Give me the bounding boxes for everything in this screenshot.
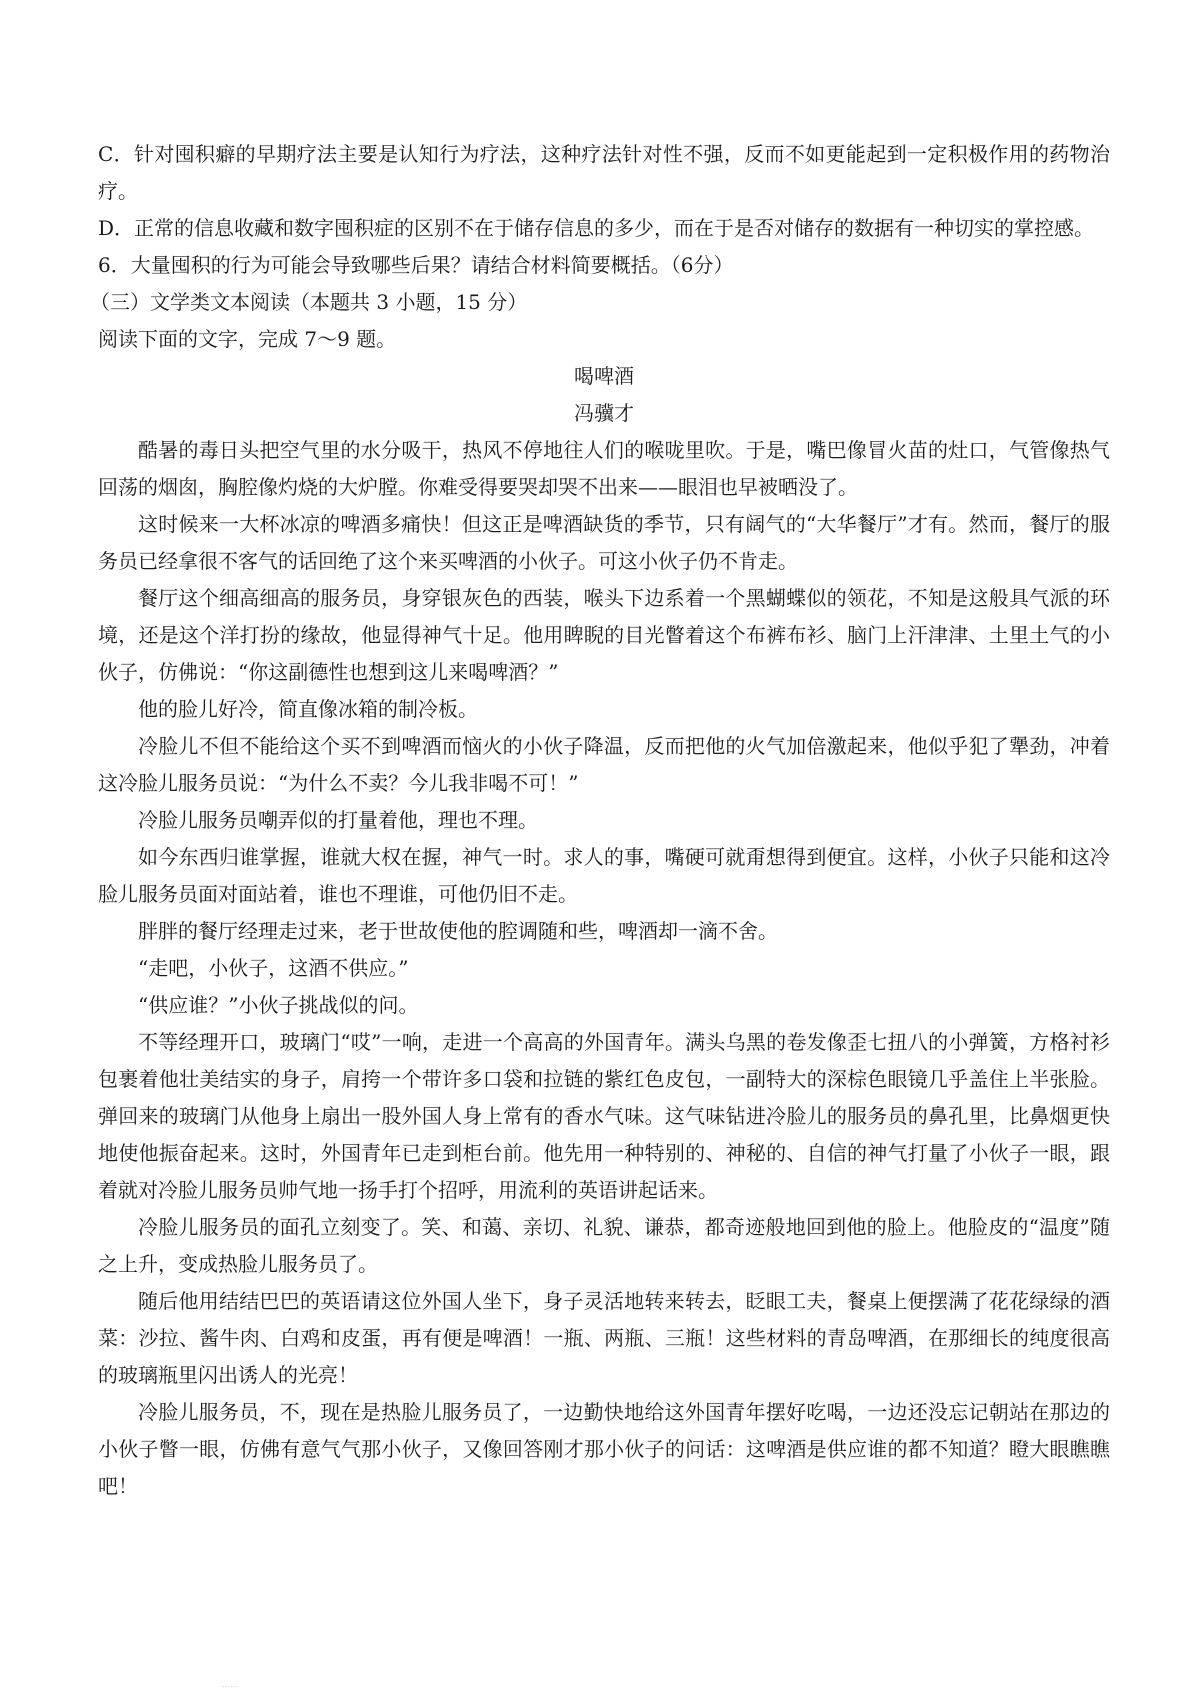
story-paragraph: 随后他用结结巴巴的英语请这位外国人坐下，身子灵活地转来转去，眨眼工夫，餐桌上便摆满了花花绿绿的酒菜：沙拉、酱牛肉、白鸡和皮蛋，再有便是啤酒！一瓶、两瓶、三瓶！这些材料的青岛啤酒，在那细长的纯度很高的玻璃瓶里闪出诱人的光亮！	[98, 1289, 1110, 1387]
story-paragraph: “供应谁？”小伙子挑战似的问。	[138, 993, 419, 1017]
story-paragraph: 他的脸儿好冷，简直像冰箱的制冷板。	[138, 697, 478, 721]
story-paragraph: 冷脸儿服务员嘲弄似的打量着他，理也不理。	[138, 808, 538, 832]
option-d: D．正常的信息收藏和数字囤积症的区别不在于储存信息的多少，而在于是否对储存的数据有一种切实的掌控感。	[98, 216, 1095, 240]
story-paragraph: 这时候来一大杯冰凉的啤酒多痛快！但这正是啤酒缺货的季节，只有阔气的“大华餐厅”才有。然而，餐厅的服务员已经拿很不客气的话回绝了这个来买啤酒的小伙子。可这小伙子仍不肯走。	[98, 512, 1110, 573]
question-6: 6．大量囤积的行为可能会导致哪些后果？请结合材料简要概括。（6分）	[98, 253, 734, 277]
story-paragraph: “走吧，小伙子，这酒不供应。”	[138, 956, 409, 980]
story-paragraph: 不等经理开口，玻璃门“哎”一响，走进一个高高的外国青年。满头乌黑的卷发像歪七扭八的小弹簧，方格衬衫包裹着他壮美结实的身子，肩挎一个带许多口袋和拉链的紫红色皮包，一副特大的深棕色眼镜几乎盖住上半张脸。弹回来的玻璃门从他身上扇出一股外国人身上常有的香水气味。这气味钻进冷脸儿的服务员的鼻孔里，比鼻烟更快地使他振奋起来。这时，外国青年已走到柜台前。他先用一种特别的、神秘的、自信的神气打量了小伙子一眼，跟着就对冷脸儿服务员帅气地一扬手打个招呼，用流利的英语讲起话来。	[98, 1030, 1110, 1202]
reading-instruction: 阅读下面的文字，完成 7～9 题。	[98, 327, 397, 351]
story-title: 喝啤酒	[574, 364, 634, 388]
footer-mark: ……	[222, 1680, 238, 1689]
section-heading: （三）文学类文本阅读（本题共 3 小题，15 分）	[90, 290, 528, 314]
story-paragraph: 冷脸儿不但不能给这个买不到啤酒而恼火的小伙子降温，反而把他的火气加倍激起来，他似乎犯了犟劲，冲着这冷脸儿服务员说：“为什么不卖？今儿我非喝不可！”	[98, 734, 1110, 795]
story-paragraph: 餐厅这个细高细高的服务员，身穿银灰色的西装，喉头下边系着一个黑蝴蝶似的领花，不知是这般具气派的环境，还是这个洋打扮的缘故，他显得神气十足。他用睥睨的目光瞥着这个布裤布衫、脑门上汗津津、土里土气的小伙子，仿佛说：“你这副德性也想到这儿来喝啤酒？”	[98, 586, 1110, 684]
story-paragraph: 胖胖的餐厅经理走过来，老于世故使他的腔调随和些，啤酒却一滴不舍。	[138, 919, 778, 943]
story-paragraph: 冷脸儿服务员，不，现在是热脸儿服务员了，一边勤快地给这外国青年摆好吃喝，一边还没忘记朝站在那边的小伙子瞥一眼，仿佛有意气气那小伙子，又像回答刚才那小伙子的问话：这啤酒是供应谁的都不知道？瞪大眼瞧瞧吧！	[98, 1400, 1110, 1498]
option-c: C．针对囤积癖的早期疗法主要是认知行为疗法，这种疗法针对性不强，反而不如更能起到一定积极作用的药物治疗。	[98, 142, 1110, 203]
story-author: 冯骥才	[574, 401, 634, 425]
story-paragraph: 冷脸儿服务员的面孔立刻变了。笑、和蔼、亲切、礼貌、谦恭，都奇迹般地回到他的脸上。他脸皮的“温度”随之上升，变成热脸儿服务员了。	[98, 1215, 1110, 1276]
story-paragraph: 如今东西归谁掌握，谁就大权在握，神气一时。求人的事，嘴硬可就甭想得到便宜。这样，小伙子只能和这冷脸儿服务员面对面站着，谁也不理谁，可他仍旧不走。	[98, 845, 1110, 906]
document-page	[90, 136, 1110, 1505]
story-paragraph: 酷暑的毒日头把空气里的水分吸干，热风不停地往人们的喉咙里吹。于是，嘴巴像冒火苗的灶口，气管像热气回荡的烟囱，胸腔像灼烧的大炉膛。你难受得要哭却哭不出来——眼泪也早被晒没了。	[98, 438, 1110, 499]
